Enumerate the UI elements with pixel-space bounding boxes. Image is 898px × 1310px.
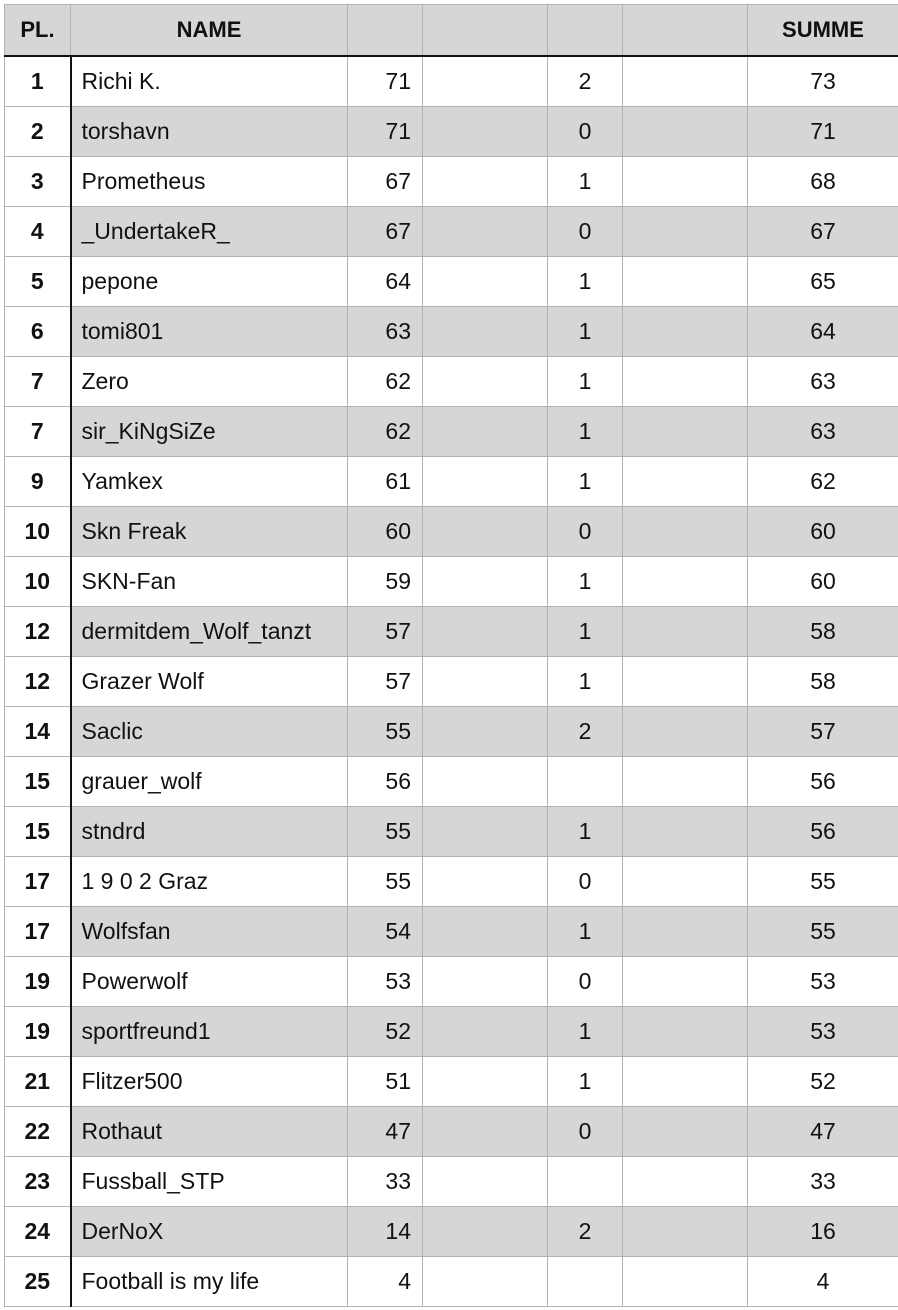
name-cell: grauer_wolf bbox=[71, 757, 348, 807]
place-cell: 9 bbox=[5, 457, 71, 507]
table-row bbox=[5, 1007, 898, 1057]
name-cell: stndrd bbox=[71, 807, 348, 857]
empty-cell bbox=[623, 457, 748, 507]
extra-points-cell: 1 bbox=[548, 907, 623, 957]
table-row bbox=[5, 307, 898, 357]
header-col5 bbox=[548, 5, 623, 57]
empty-cell bbox=[623, 657, 748, 707]
extra-points-cell: 1 bbox=[548, 157, 623, 207]
points-cell: 51 bbox=[348, 1057, 423, 1107]
points-cell: 53 bbox=[348, 957, 423, 1007]
empty-cell bbox=[623, 1207, 748, 1257]
sum-cell: 53 bbox=[748, 957, 898, 1007]
name-cell: Grazer Wolf bbox=[71, 657, 348, 707]
empty-cell bbox=[623, 907, 748, 957]
place-cell: 10 bbox=[5, 507, 71, 557]
extra-points-cell: 0 bbox=[548, 507, 623, 557]
points-cell: 14 bbox=[348, 1207, 423, 1257]
extra-points-cell: 1 bbox=[548, 1057, 623, 1107]
empty-cell bbox=[623, 507, 748, 557]
empty-cell bbox=[423, 157, 548, 207]
extra-points-cell bbox=[548, 1157, 623, 1207]
table-row bbox=[5, 1057, 898, 1107]
sum-cell: 62 bbox=[748, 457, 898, 507]
name-cell: Zero bbox=[71, 357, 348, 407]
sum-cell: 60 bbox=[748, 507, 898, 557]
sum-cell: 33 bbox=[748, 1157, 898, 1207]
place-cell: 23 bbox=[5, 1157, 71, 1207]
sum-cell: 63 bbox=[748, 407, 898, 457]
table-row bbox=[5, 557, 898, 607]
table-row bbox=[5, 1257, 898, 1307]
name-cell: Skn Freak bbox=[71, 507, 348, 557]
empty-cell bbox=[623, 757, 748, 807]
empty-cell bbox=[423, 207, 548, 257]
extra-points-cell: 2 bbox=[548, 1207, 623, 1257]
name-cell: Football is my life bbox=[71, 1257, 348, 1307]
empty-cell bbox=[623, 557, 748, 607]
extra-points-cell: 1 bbox=[548, 607, 623, 657]
sum-cell: 58 bbox=[748, 607, 898, 657]
table-row bbox=[5, 107, 898, 157]
empty-cell bbox=[423, 107, 548, 157]
empty-cell bbox=[423, 357, 548, 407]
empty-cell bbox=[623, 157, 748, 207]
points-cell: 47 bbox=[348, 1107, 423, 1157]
name-cell: SKN-Fan bbox=[71, 557, 348, 607]
extra-points-cell: 2 bbox=[548, 707, 623, 757]
place-cell: 21 bbox=[5, 1057, 71, 1107]
sum-cell: 55 bbox=[748, 857, 898, 907]
empty-cell bbox=[423, 757, 548, 807]
name-cell: dermitdem_Wolf_tanzt bbox=[71, 607, 348, 657]
empty-cell bbox=[423, 1207, 548, 1257]
extra-points-cell: 1 bbox=[548, 357, 623, 407]
empty-cell bbox=[623, 407, 748, 457]
empty-cell bbox=[423, 1157, 548, 1207]
empty-cell bbox=[423, 1057, 548, 1107]
place-cell: 17 bbox=[5, 907, 71, 957]
sum-cell: 73 bbox=[748, 56, 898, 107]
name-cell: Flitzer500 bbox=[71, 1057, 348, 1107]
header-place: PL. bbox=[5, 5, 71, 57]
place-cell: 4 bbox=[5, 207, 71, 257]
empty-cell bbox=[623, 1007, 748, 1057]
place-cell: 7 bbox=[5, 357, 71, 407]
points-cell: 59 bbox=[348, 557, 423, 607]
extra-points-cell: 1 bbox=[548, 407, 623, 457]
extra-points-cell: 1 bbox=[548, 307, 623, 357]
name-cell: _UndertakeR_ bbox=[71, 207, 348, 257]
ranking-table bbox=[4, 4, 898, 1307]
table-row bbox=[5, 707, 898, 757]
points-cell: 4 bbox=[348, 1257, 423, 1307]
points-cell: 33 bbox=[348, 1157, 423, 1207]
table-row bbox=[5, 457, 898, 507]
empty-cell bbox=[623, 307, 748, 357]
sum-cell: 53 bbox=[748, 1007, 898, 1057]
points-cell: 67 bbox=[348, 157, 423, 207]
empty-cell bbox=[423, 807, 548, 857]
name-cell: Richi K. bbox=[71, 56, 348, 107]
empty-cell bbox=[423, 257, 548, 307]
name-cell: Rothaut bbox=[71, 1107, 348, 1157]
extra-points-cell: 0 bbox=[548, 1107, 623, 1157]
sum-cell: 65 bbox=[748, 257, 898, 307]
sum-cell: 4 bbox=[748, 1257, 898, 1307]
empty-cell bbox=[623, 707, 748, 757]
points-cell: 71 bbox=[348, 107, 423, 157]
table-row bbox=[5, 857, 898, 907]
place-cell: 17 bbox=[5, 857, 71, 907]
extra-points-cell: 1 bbox=[548, 1007, 623, 1057]
empty-cell bbox=[623, 1057, 748, 1107]
place-cell: 7 bbox=[5, 407, 71, 457]
table-row bbox=[5, 1207, 898, 1257]
place-cell: 24 bbox=[5, 1207, 71, 1257]
table-row bbox=[5, 607, 898, 657]
points-cell: 55 bbox=[348, 807, 423, 857]
points-cell: 61 bbox=[348, 457, 423, 507]
table-header bbox=[5, 5, 898, 57]
place-cell: 19 bbox=[5, 957, 71, 1007]
empty-cell bbox=[423, 607, 548, 657]
place-cell: 12 bbox=[5, 607, 71, 657]
sum-cell: 68 bbox=[748, 157, 898, 207]
empty-cell bbox=[623, 1107, 748, 1157]
extra-points-cell: 0 bbox=[548, 957, 623, 1007]
empty-cell bbox=[623, 957, 748, 1007]
sum-cell: 67 bbox=[748, 207, 898, 257]
points-cell: 64 bbox=[348, 257, 423, 307]
empty-cell bbox=[623, 107, 748, 157]
place-cell: 15 bbox=[5, 757, 71, 807]
empty-cell bbox=[423, 907, 548, 957]
extra-points-cell: 0 bbox=[548, 207, 623, 257]
sum-cell: 60 bbox=[748, 557, 898, 607]
empty-cell bbox=[623, 357, 748, 407]
extra-points-cell: 0 bbox=[548, 107, 623, 157]
table-row bbox=[5, 407, 898, 457]
sum-cell: 56 bbox=[748, 807, 898, 857]
extra-points-cell: 1 bbox=[548, 457, 623, 507]
table-row bbox=[5, 757, 898, 807]
table-row bbox=[5, 957, 898, 1007]
extra-points-cell: 1 bbox=[548, 657, 623, 707]
place-cell: 1 bbox=[5, 56, 71, 107]
sum-cell: 57 bbox=[748, 707, 898, 757]
empty-cell bbox=[423, 1107, 548, 1157]
empty-cell bbox=[623, 607, 748, 657]
sum-cell: 56 bbox=[748, 757, 898, 807]
empty-cell bbox=[623, 207, 748, 257]
sum-cell: 58 bbox=[748, 657, 898, 707]
sum-cell: 55 bbox=[748, 907, 898, 957]
points-cell: 63 bbox=[348, 307, 423, 357]
sum-cell: 64 bbox=[748, 307, 898, 357]
empty-cell bbox=[423, 657, 548, 707]
name-cell: sportfreund1 bbox=[71, 1007, 348, 1057]
place-cell: 5 bbox=[5, 257, 71, 307]
name-cell: Fussball_STP bbox=[71, 1157, 348, 1207]
empty-cell bbox=[423, 1007, 548, 1057]
table-row bbox=[5, 657, 898, 707]
empty-cell bbox=[623, 56, 748, 107]
extra-points-cell bbox=[548, 1257, 623, 1307]
extra-points-cell: 2 bbox=[548, 56, 623, 107]
sum-cell: 16 bbox=[748, 1207, 898, 1257]
place-cell: 3 bbox=[5, 157, 71, 207]
points-cell: 60 bbox=[348, 507, 423, 557]
extra-points-cell: 0 bbox=[548, 857, 623, 907]
place-cell: 14 bbox=[5, 707, 71, 757]
empty-cell bbox=[623, 857, 748, 907]
name-cell: DerNoX bbox=[71, 1207, 348, 1257]
header-col3 bbox=[348, 5, 423, 57]
extra-points-cell: 1 bbox=[548, 557, 623, 607]
empty-cell bbox=[623, 807, 748, 857]
empty-cell bbox=[423, 957, 548, 1007]
empty-cell bbox=[423, 507, 548, 557]
table-row bbox=[5, 507, 898, 557]
empty-cell bbox=[423, 1257, 548, 1307]
empty-cell bbox=[623, 257, 748, 307]
table-row bbox=[5, 1157, 898, 1207]
table-row bbox=[5, 207, 898, 257]
name-cell: sir_KiNgSiZe bbox=[71, 407, 348, 457]
place-cell: 12 bbox=[5, 657, 71, 707]
empty-cell bbox=[423, 557, 548, 607]
header-name: NAME bbox=[71, 5, 348, 57]
table-row bbox=[5, 157, 898, 207]
extra-points-cell: 1 bbox=[548, 807, 623, 857]
empty-cell bbox=[423, 407, 548, 457]
table-row bbox=[5, 807, 898, 857]
name-cell: tomi801 bbox=[71, 307, 348, 357]
table-body bbox=[5, 56, 898, 1307]
header-row bbox=[5, 5, 898, 57]
empty-cell bbox=[423, 457, 548, 507]
points-cell: 67 bbox=[348, 207, 423, 257]
place-cell: 2 bbox=[5, 107, 71, 157]
name-cell: 1 9 0 2 Graz bbox=[71, 857, 348, 907]
sum-cell: 47 bbox=[748, 1107, 898, 1157]
points-cell: 55 bbox=[348, 707, 423, 757]
table-row bbox=[5, 357, 898, 407]
header-sum: SUMME bbox=[748, 5, 898, 57]
empty-cell bbox=[423, 857, 548, 907]
points-cell: 55 bbox=[348, 857, 423, 907]
place-cell: 22 bbox=[5, 1107, 71, 1157]
table-row bbox=[5, 907, 898, 957]
points-cell: 56 bbox=[348, 757, 423, 807]
place-cell: 6 bbox=[5, 307, 71, 357]
sum-cell: 71 bbox=[748, 107, 898, 157]
place-cell: 15 bbox=[5, 807, 71, 857]
empty-cell bbox=[623, 1157, 748, 1207]
points-cell: 52 bbox=[348, 1007, 423, 1057]
points-cell: 57 bbox=[348, 607, 423, 657]
place-cell: 10 bbox=[5, 557, 71, 607]
place-cell: 25 bbox=[5, 1257, 71, 1307]
empty-cell bbox=[423, 707, 548, 757]
extra-points-cell bbox=[548, 757, 623, 807]
sum-cell: 52 bbox=[748, 1057, 898, 1107]
name-cell: Wolfsfan bbox=[71, 907, 348, 957]
extra-points-cell: 1 bbox=[548, 257, 623, 307]
points-cell: 62 bbox=[348, 407, 423, 457]
table-row bbox=[5, 1107, 898, 1157]
name-cell: Yamkex bbox=[71, 457, 348, 507]
name-cell: torshavn bbox=[71, 107, 348, 157]
points-cell: 54 bbox=[348, 907, 423, 957]
header-col4 bbox=[423, 5, 548, 57]
points-cell: 62 bbox=[348, 357, 423, 407]
empty-cell bbox=[423, 307, 548, 357]
header-col6 bbox=[623, 5, 748, 57]
sum-cell: 63 bbox=[748, 357, 898, 407]
points-cell: 71 bbox=[348, 56, 423, 107]
empty-cell bbox=[623, 1257, 748, 1307]
empty-cell bbox=[423, 56, 548, 107]
points-cell: 57 bbox=[348, 657, 423, 707]
name-cell: Prometheus bbox=[71, 157, 348, 207]
table-row bbox=[5, 257, 898, 307]
name-cell: Powerwolf bbox=[71, 957, 348, 1007]
table-row bbox=[5, 56, 898, 107]
name-cell: Saclic bbox=[71, 707, 348, 757]
place-cell: 19 bbox=[5, 1007, 71, 1057]
name-cell: pepone bbox=[71, 257, 348, 307]
